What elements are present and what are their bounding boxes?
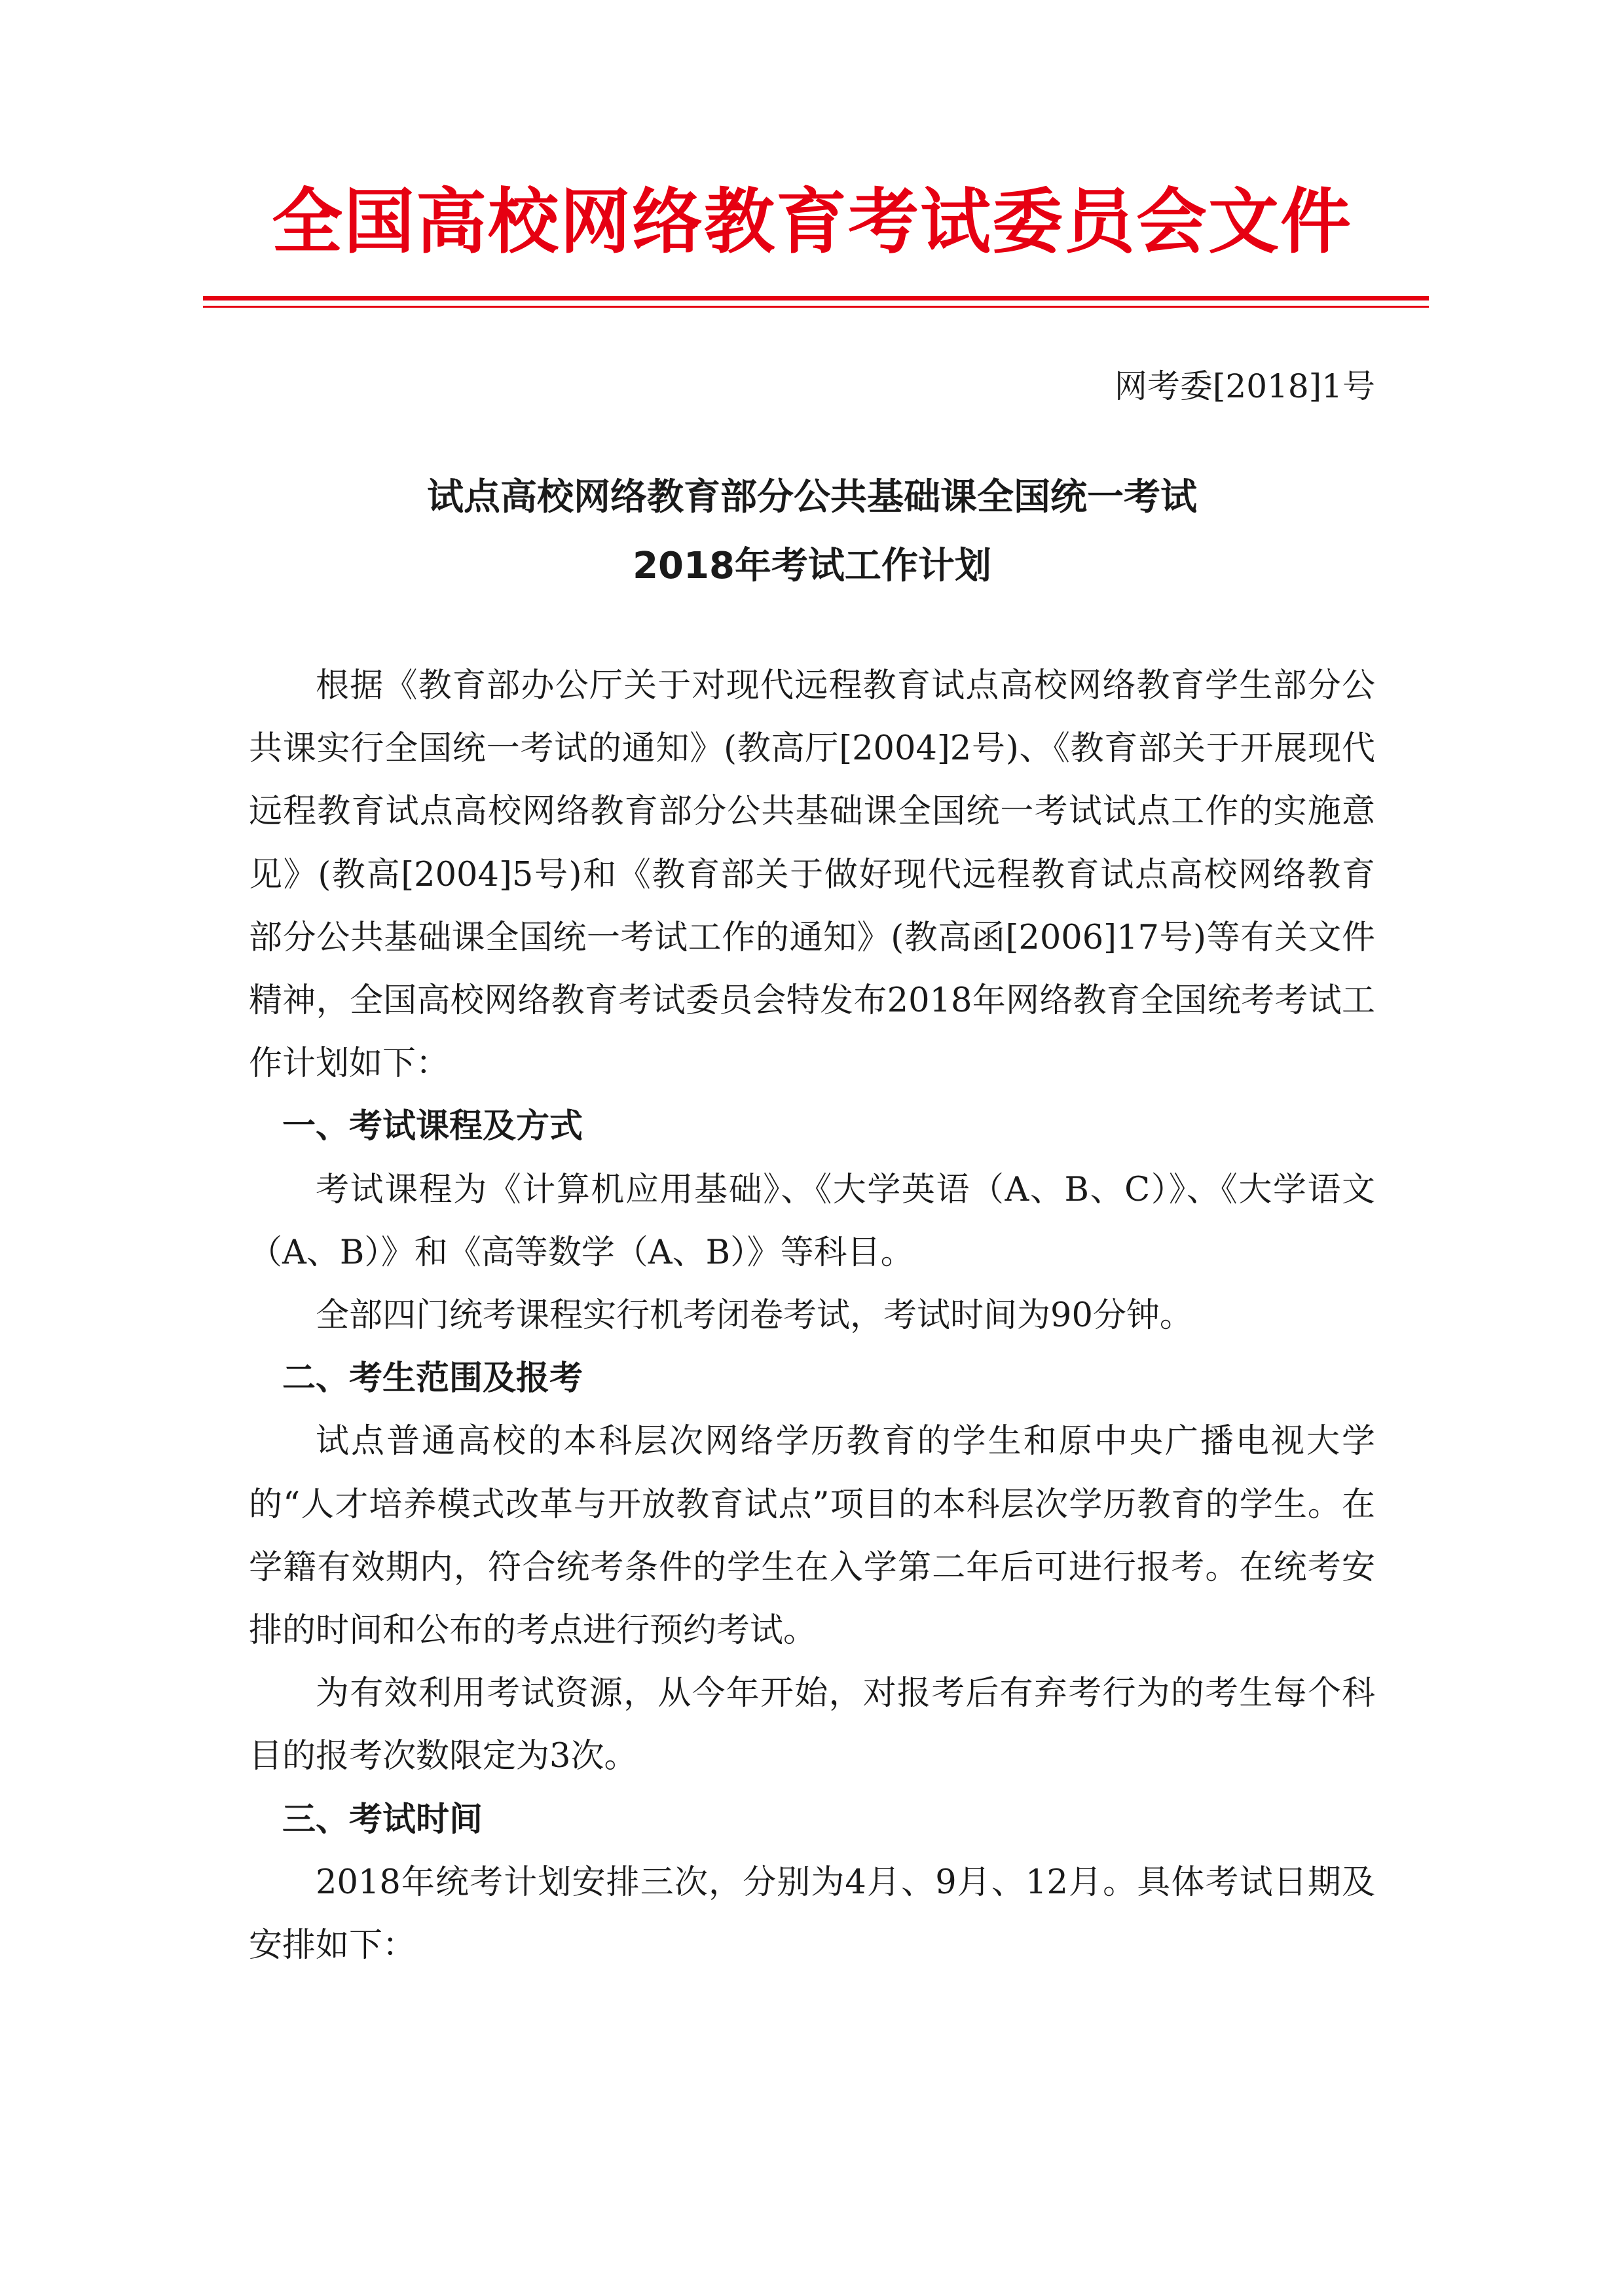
intro-paragraph: 根据《教育部办公厅关于对现代远程教育试点高校网络教育学生部分公共课实行全国统一考试的通知》(教高厅[2004]2号)、《教育部关于开展现代远程教育试点高校网络教育部分公共基础课全国统一考试试点工作的实施意见》(教高[2004]5号)和《教育部关于做好现代远程教育试点高校网络教育部分公共基础课全国统一考试工作的通知》(教高函[2006]17号)等有关文件精神，全国高校网络教育考试委员会特发布2018年网络教育全国统考考试工作计划如下： <box>249 666 1375 1084</box>
section-paragraph: 2018年统考计划安排三次，分别为4月、9月、12月。具体考试日期及安排如下： <box>249 1863 1375 1965</box>
document-body <box>249 655 1375 1977</box>
section-paragraph: 全部四门统考课程实行机考闭卷考试，考试时间为90分钟。 <box>316 1296 1193 1336</box>
section-heading-courses: 一、考试课程及方式 <box>282 1107 583 1146</box>
header-red-rule-thin <box>203 306 1429 308</box>
issuer-header: 全国高校网络教育考试委员会文件 <box>271 181 1352 263</box>
header-red-rule-thick <box>203 296 1429 301</box>
section-heading-candidates: 二、考生范围及报考 <box>282 1359 583 1398</box>
section-heading-exam-time: 三、考试时间 <box>282 1800 483 1839</box>
section-paragraph: 考试课程为《计算机应用基础》、《大学英语（A、B、C）》、《大学语文（A、B）》和《高等数学（A、B）》等科目。 <box>249 1170 1375 1272</box>
section-paragraph: 为有效利用考试资源，从今年开始，对报考后有弃考行为的考生每个科目的报考次数限定为3次。 <box>249 1674 1375 1776</box>
document-title-line-2: 2018年考试工作计划 <box>633 545 991 587</box>
document-title-line-1: 试点高校网络教育部分公共基础课全国统一考试 <box>427 476 1197 519</box>
section-paragraph: 试点普通高校的本科层次网络学历教育的学生和原中央广播电视大学的“人才培养模式改革与开放教育试点”项目的本科层次学历教育的学生。在学籍有效期内，符合统考条件的学生在入学第二年后可进行报考。在统考安排的时间和公布的考点进行预约考试。 <box>249 1422 1375 1650</box>
document-number: 网考委[2018]1号 <box>1114 367 1375 405</box>
